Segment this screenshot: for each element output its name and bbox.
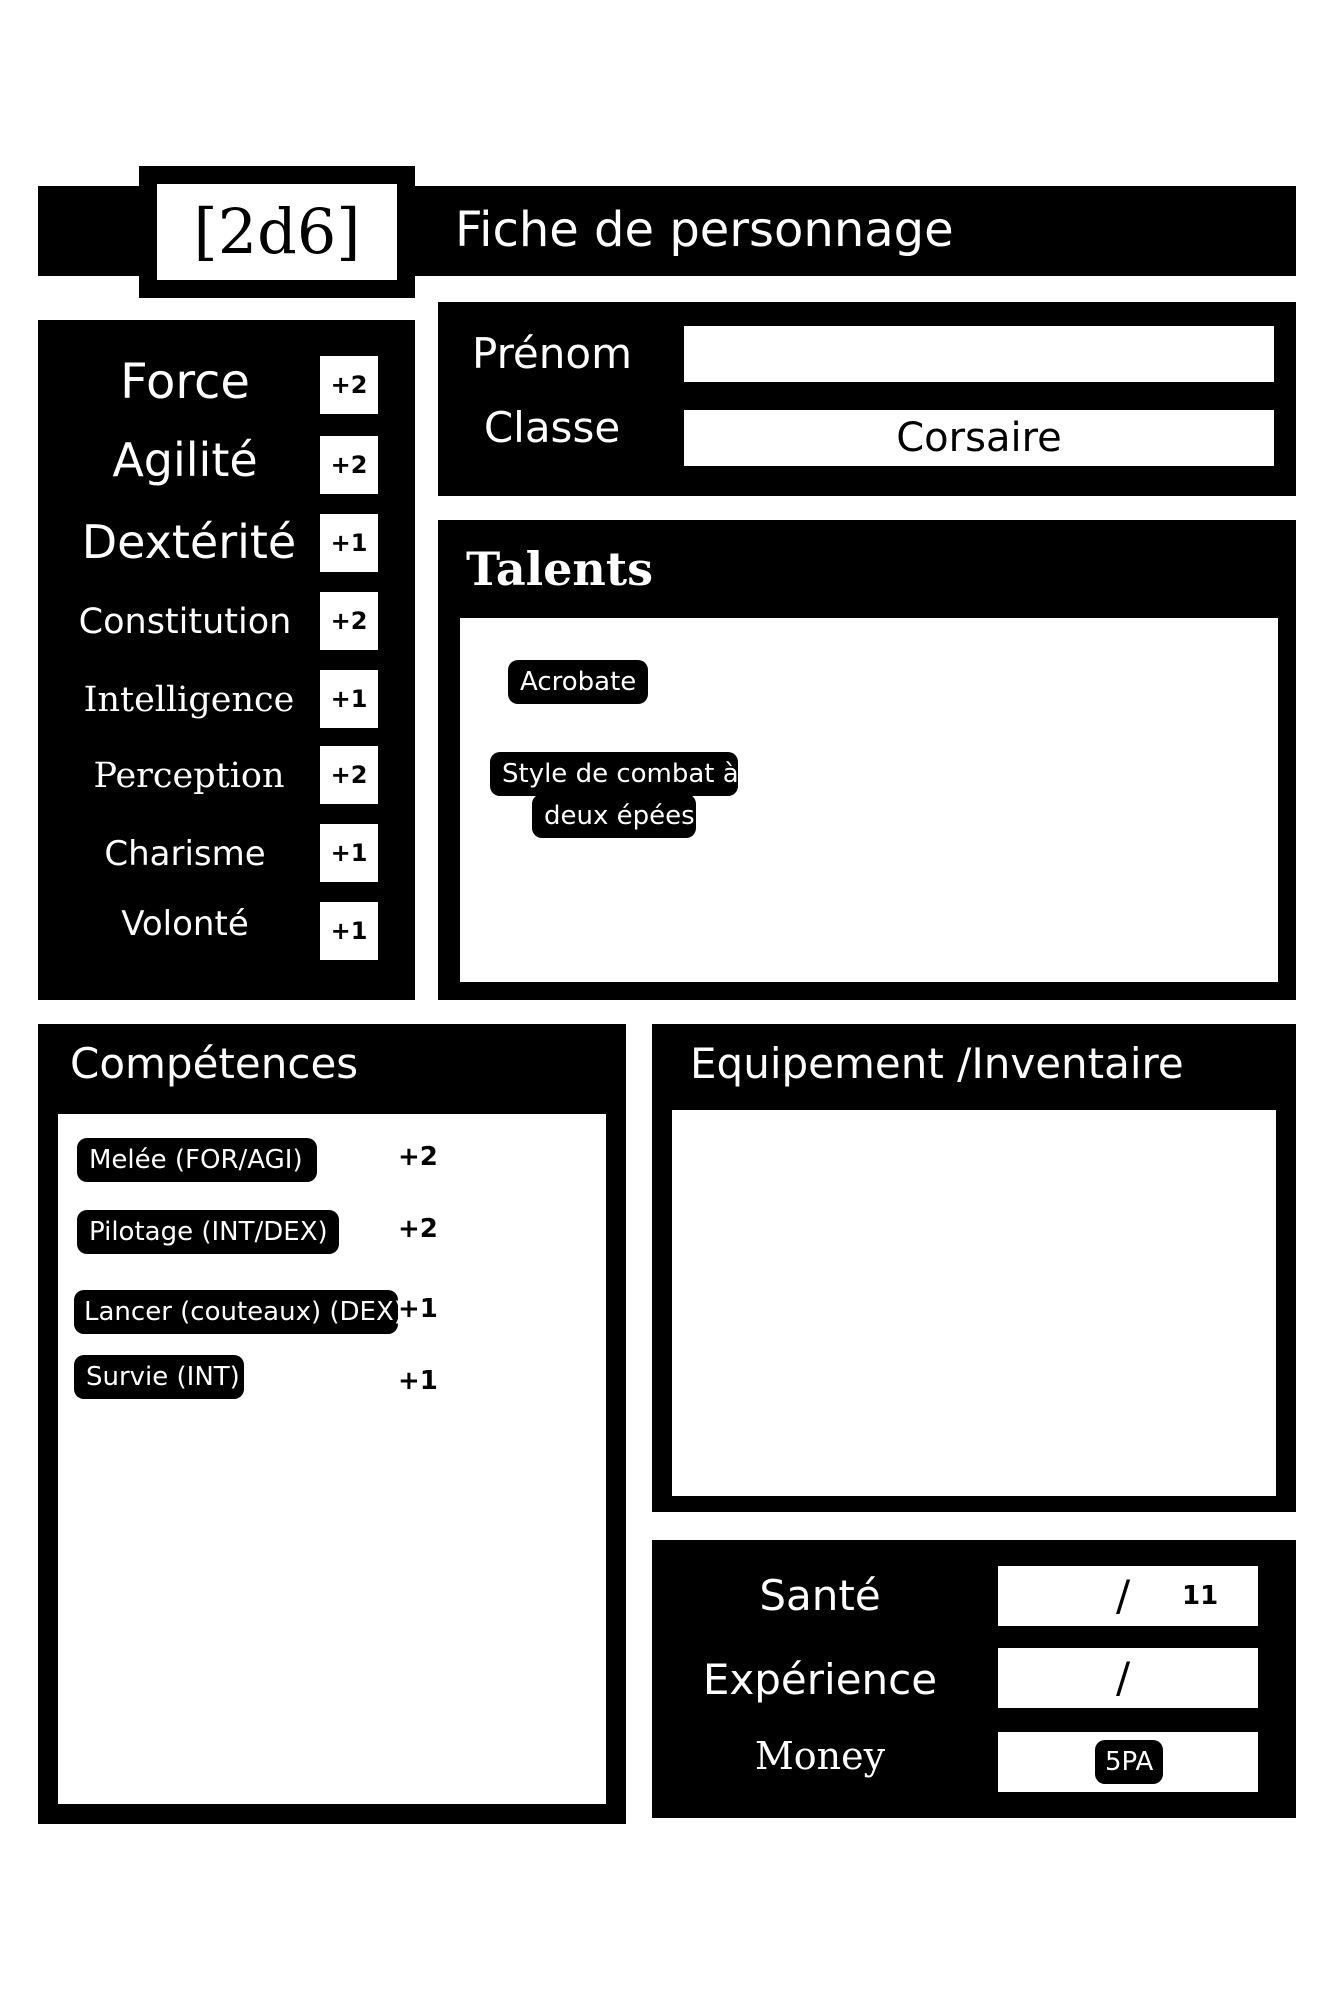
competence-pilotage[interactable]: Pilotage (INT/DEX) — [77, 1210, 339, 1254]
talent-style-combat-line2[interactable]: deux épées — [532, 794, 696, 838]
sante-max: 11 — [1182, 1581, 1219, 1611]
competence-melee[interactable]: Melée (FOR/AGI) — [77, 1138, 317, 1182]
equipement-title: Equipement /Inventaire — [690, 1039, 1184, 1088]
stat-value-constitution[interactable]: +2 — [320, 592, 378, 650]
stat-value-perception[interactable]: +2 — [320, 746, 378, 804]
stat-value-volonte[interactable]: +1 — [320, 902, 378, 960]
stat-value-charisme[interactable]: +1 — [320, 824, 378, 882]
stat-label-perception: Perception — [93, 756, 285, 796]
sante-field[interactable] — [998, 1566, 1258, 1626]
money-label: Money — [754, 1734, 886, 1778]
money-value: 5PA — [1095, 1740, 1163, 1784]
sante-separator: / — [1116, 1571, 1131, 1620]
competence-survie[interactable]: Survie (INT) — [74, 1355, 244, 1399]
prenom-field[interactable] — [684, 326, 1274, 382]
stat-label-agilite: Agilité — [112, 433, 258, 487]
money-field[interactable] — [998, 1732, 1258, 1792]
talent-acrobate[interactable]: Acrobate — [508, 660, 648, 704]
stat-label-charisme: Charisme — [104, 834, 266, 874]
sante-label: Santé — [759, 1571, 881, 1620]
stat-label-dexterite: Dextérité — [81, 515, 297, 569]
stat-value-dexterite[interactable]: +1 — [320, 514, 378, 572]
classe-field[interactable]: Corsaire — [684, 410, 1274, 466]
competences-title: Compétences — [70, 1039, 359, 1088]
competence-lancer-value: +1 — [398, 1294, 438, 1324]
stat-label-intelligence: Intelligence — [83, 680, 295, 720]
competence-survie-value: +1 — [398, 1366, 438, 1396]
stat-label-volonte: Volonté — [121, 904, 249, 944]
stat-label-force: Force — [120, 354, 250, 410]
competence-melee-value: +2 — [398, 1142, 438, 1172]
competence-pilotage-value: +2 — [398, 1214, 438, 1244]
stat-value-intelligence[interactable]: +1 — [320, 670, 378, 728]
stat-label-constitution: Constitution — [78, 602, 292, 642]
prenom-label: Prénom — [471, 329, 632, 378]
experience-field[interactable] — [998, 1648, 1258, 1708]
page-title: Fiche de personnage — [455, 202, 954, 258]
talents-title: Talents — [466, 542, 653, 596]
talent-style-combat-line1[interactable]: Style de combat à — [490, 752, 738, 796]
stat-value-agilite[interactable]: +2 — [320, 436, 378, 494]
logo-text: [2d6] — [193, 195, 361, 268]
equipement-box[interactable] — [672, 1110, 1276, 1496]
classe-label: Classe — [483, 403, 621, 452]
stat-value-force[interactable]: +2 — [320, 356, 378, 414]
experience-separator: / — [1116, 1653, 1131, 1702]
experience-label: Expérience — [702, 1655, 938, 1704]
competence-lancer[interactable]: Lancer (couteaux) (DEX) — [74, 1290, 398, 1334]
